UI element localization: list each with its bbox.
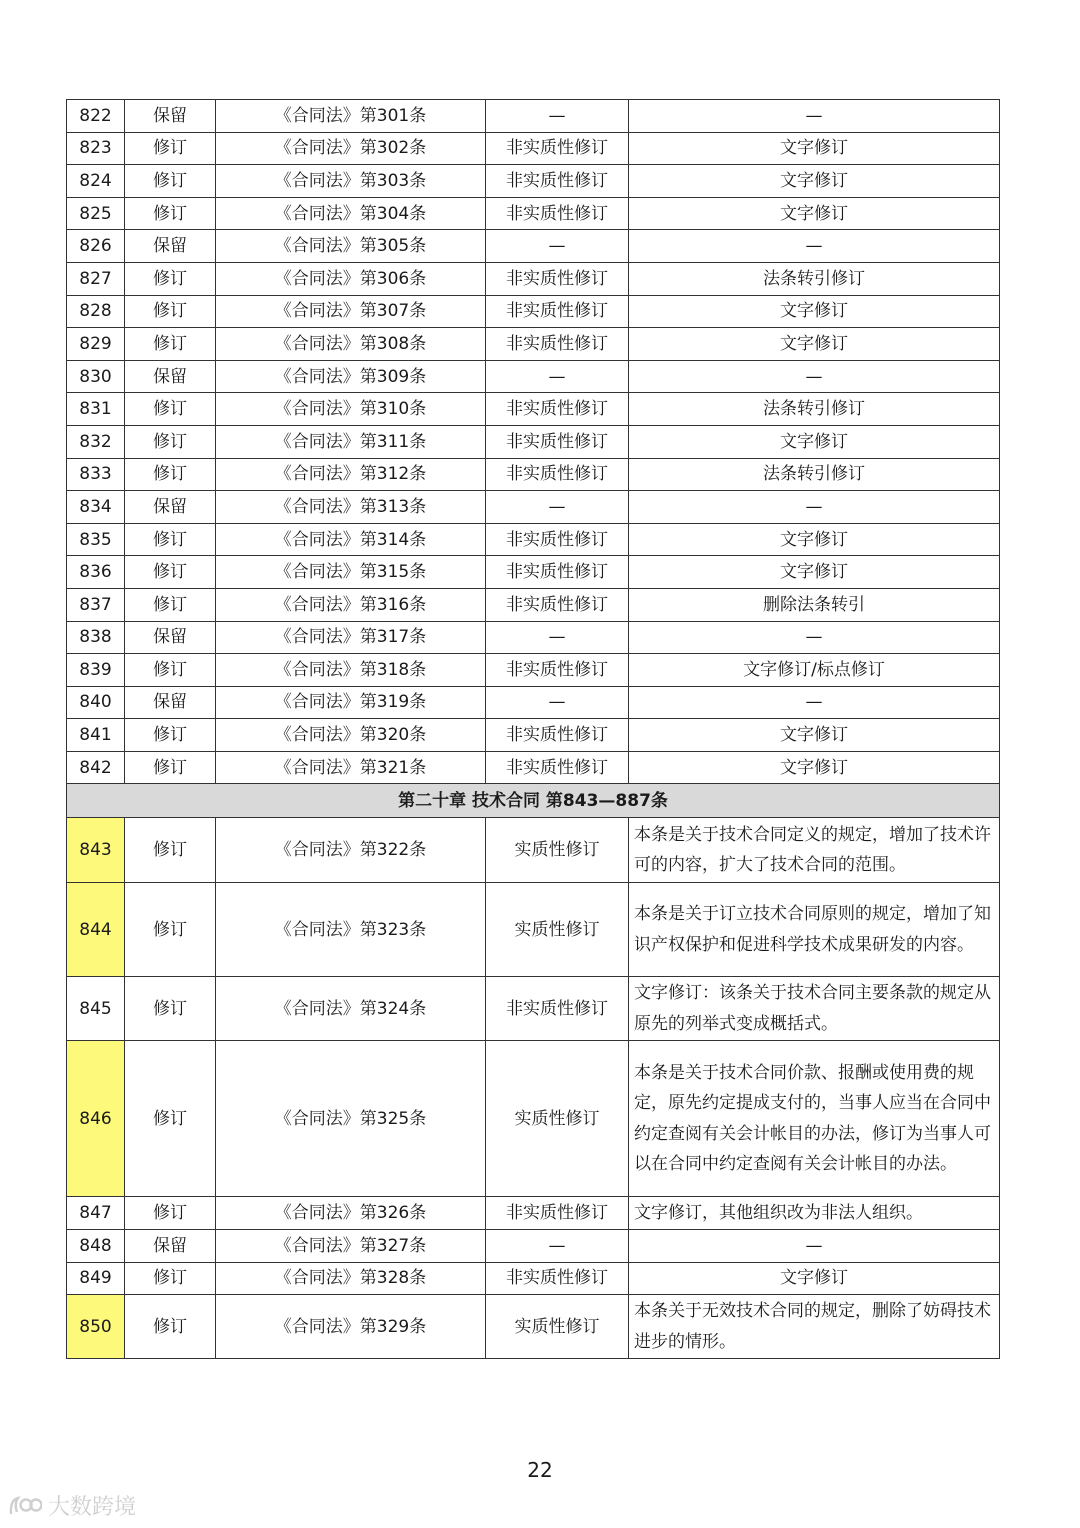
table-row (67, 262, 1000, 295)
article-number: 833 (67, 458, 125, 491)
action-cell: 修订 (125, 262, 216, 295)
note-cell: — (629, 686, 1000, 719)
table-row (67, 197, 1000, 230)
article-number: 830 (67, 360, 125, 393)
action-cell: 修订 (125, 132, 216, 165)
note-cell: 文字修订 (629, 425, 1000, 458)
table-row (67, 883, 1000, 977)
action-cell: 修订 (125, 588, 216, 621)
table-row (67, 977, 1000, 1041)
action-cell: 保留 (125, 491, 216, 524)
chapter-heading-row (67, 784, 1000, 818)
source-cell: 《合同法》第326条 (216, 1197, 486, 1230)
table-row (67, 100, 1000, 133)
revision-type-cell: 实质性修订 (486, 883, 629, 977)
source-cell: 《合同法》第310条 (216, 393, 486, 426)
watermark-logo-icon (8, 1494, 42, 1518)
action-cell: 修订 (125, 818, 216, 883)
source-cell: 《合同法》第322条 (216, 818, 486, 883)
source-cell: 《合同法》第329条 (216, 1295, 486, 1359)
note-cell: — (629, 230, 1000, 263)
table-row (67, 230, 1000, 263)
article-number: 842 (67, 751, 125, 784)
note-cell: 本条关于无效技术合同的规定，删除了妨碍技术进步的情形。 (629, 1295, 1000, 1359)
revision-type-cell: 非实质性修订 (486, 523, 629, 556)
article-number: 840 (67, 686, 125, 719)
table-row (67, 719, 1000, 752)
revision-type-cell: 非实质性修订 (486, 1262, 629, 1295)
page-number: 22 (527, 1458, 553, 1482)
source-cell: 《合同法》第319条 (216, 686, 486, 719)
article-number: 825 (67, 197, 125, 230)
article-number: 829 (67, 328, 125, 361)
action-cell: 修订 (125, 523, 216, 556)
article-number: 848 (67, 1230, 125, 1263)
note-cell: 文字修订，其他组织改为非法人组织。 (629, 1197, 1000, 1230)
table-row (67, 328, 1000, 361)
source-cell: 《合同法》第311条 (216, 425, 486, 458)
revision-type-cell: 非实质性修订 (486, 165, 629, 198)
source-cell: 《合同法》第315条 (216, 556, 486, 589)
article-number: 850 (67, 1295, 125, 1359)
source-cell: 《合同法》第321条 (216, 751, 486, 784)
source-cell: 《合同法》第308条 (216, 328, 486, 361)
action-cell: 修订 (125, 458, 216, 491)
note-cell: 法条转引修订 (629, 458, 1000, 491)
action-cell: 修订 (125, 883, 216, 977)
revision-type-cell: 非实质性修订 (486, 1197, 629, 1230)
source-cell: 《合同法》第305条 (216, 230, 486, 263)
table-row (67, 1197, 1000, 1230)
note-cell: 删除法条转引 (629, 588, 1000, 621)
table-row (67, 1262, 1000, 1295)
table-row (67, 295, 1000, 328)
revision-type-cell: 非实质性修订 (486, 751, 629, 784)
action-cell: 修订 (125, 751, 216, 784)
source-cell: 《合同法》第301条 (216, 100, 486, 133)
action-cell: 修订 (125, 1041, 216, 1197)
revision-type-cell: 非实质性修订 (486, 132, 629, 165)
action-cell: 修订 (125, 654, 216, 687)
note-cell: 文字修订 (629, 197, 1000, 230)
article-number: 827 (67, 262, 125, 295)
action-cell: 修订 (125, 556, 216, 589)
table-row (67, 165, 1000, 198)
note-cell: 文字修订：该条关于技术合同主要条款的规定从原先的列举式变成概括式。 (629, 977, 1000, 1041)
article-number: 839 (67, 654, 125, 687)
action-cell: 修订 (125, 197, 216, 230)
note-cell: 本条是关于技术合同定义的规定，增加了技术许可的内容，扩大了技术合同的范围。 (629, 818, 1000, 883)
revision-type-cell: 非实质性修订 (486, 328, 629, 361)
action-cell: 修订 (125, 393, 216, 426)
revision-type-cell: — (486, 230, 629, 263)
source-cell: 《合同法》第304条 (216, 197, 486, 230)
revision-type-cell: 非实质性修订 (486, 262, 629, 295)
note-cell: — (629, 100, 1000, 133)
table-row (67, 818, 1000, 883)
article-number: 826 (67, 230, 125, 263)
table-row (67, 1295, 1000, 1359)
note-cell: 文字修订 (629, 1262, 1000, 1295)
source-cell: 《合同法》第312条 (216, 458, 486, 491)
article-number: 846 (67, 1041, 125, 1197)
source-cell: 《合同法》第306条 (216, 262, 486, 295)
note-cell: 法条转引修订 (629, 393, 1000, 426)
action-cell: 修订 (125, 1197, 216, 1230)
action-cell: 修订 (125, 1262, 216, 1295)
article-number: 832 (67, 425, 125, 458)
source-cell: 《合同法》第309条 (216, 360, 486, 393)
action-cell: 保留 (125, 621, 216, 654)
note-cell: 文字修订 (629, 751, 1000, 784)
source-cell: 《合同法》第316条 (216, 588, 486, 621)
table-row (67, 458, 1000, 491)
revision-type-cell: 非实质性修订 (486, 295, 629, 328)
source-cell: 《合同法》第317条 (216, 621, 486, 654)
table-row (67, 360, 1000, 393)
note-cell: — (629, 491, 1000, 524)
revision-type-cell: — (486, 491, 629, 524)
revision-type-cell: — (486, 621, 629, 654)
article-number: 836 (67, 556, 125, 589)
action-cell: 修订 (125, 719, 216, 752)
source-cell: 《合同法》第303条 (216, 165, 486, 198)
article-number: 822 (67, 100, 125, 133)
table-row (67, 556, 1000, 589)
note-cell: 文字修订 (629, 295, 1000, 328)
revision-type-cell: 非实质性修订 (486, 588, 629, 621)
action-cell: 保留 (125, 230, 216, 263)
table-row (67, 621, 1000, 654)
action-cell: 保留 (125, 1230, 216, 1263)
source-cell: 《合同法》第325条 (216, 1041, 486, 1197)
table-row (67, 523, 1000, 556)
action-cell: 修订 (125, 1295, 216, 1359)
revision-type-cell: 实质性修订 (486, 1041, 629, 1197)
article-number: 845 (67, 977, 125, 1041)
note-cell: 本条是关于订立技术合同原则的规定，增加了知识产权保护和促进科学技术成果研发的内容。 (629, 883, 1000, 977)
source-cell: 《合同法》第328条 (216, 1262, 486, 1295)
table-row (67, 751, 1000, 784)
source-cell: 《合同法》第302条 (216, 132, 486, 165)
revision-type-cell: — (486, 360, 629, 393)
watermark-text: 大数跨境 (48, 1495, 137, 1520)
article-number: 838 (67, 621, 125, 654)
revision-type-cell: 实质性修订 (486, 1295, 629, 1359)
action-cell: 修订 (125, 977, 216, 1041)
action-cell: 修订 (125, 425, 216, 458)
table-row (67, 491, 1000, 524)
action-cell: 修订 (125, 328, 216, 361)
article-number: 823 (67, 132, 125, 165)
revision-table (66, 99, 1000, 1359)
action-cell: 保留 (125, 100, 216, 133)
revision-type-cell: 非实质性修订 (486, 654, 629, 687)
source-cell: 《合同法》第318条 (216, 654, 486, 687)
source-cell: 《合同法》第307条 (216, 295, 486, 328)
source-cell: 《合同法》第324条 (216, 977, 486, 1041)
note-cell: 法条转引修订 (629, 262, 1000, 295)
source-cell: 《合同法》第323条 (216, 883, 486, 977)
table-row (67, 654, 1000, 687)
table-row (67, 425, 1000, 458)
article-number: 844 (67, 883, 125, 977)
revision-type-cell: 非实质性修订 (486, 393, 629, 426)
table-row (67, 1041, 1000, 1197)
article-number: 834 (67, 491, 125, 524)
note-cell: 文字修订 (629, 165, 1000, 198)
revision-type-cell: — (486, 686, 629, 719)
table-row (67, 132, 1000, 165)
revision-type-cell: 非实质性修订 (486, 197, 629, 230)
note-cell: — (629, 621, 1000, 654)
article-number: 828 (67, 295, 125, 328)
note-cell: 文字修订 (629, 328, 1000, 361)
table-row (67, 1230, 1000, 1263)
revision-type-cell: 非实质性修订 (486, 977, 629, 1041)
table-row (67, 588, 1000, 621)
article-number: 835 (67, 523, 125, 556)
source-cell: 《合同法》第320条 (216, 719, 486, 752)
note-cell: — (629, 360, 1000, 393)
note-cell: 文字修订 (629, 556, 1000, 589)
action-cell: 保留 (125, 686, 216, 719)
article-number: 847 (67, 1197, 125, 1230)
note-cell: 文字修订 (629, 719, 1000, 752)
table-row (67, 686, 1000, 719)
table-row (67, 393, 1000, 426)
revision-type-cell: — (486, 100, 629, 133)
watermark (8, 1490, 136, 1521)
note-cell: 文字修订 (629, 523, 1000, 556)
article-number: 831 (67, 393, 125, 426)
revision-type-cell: 非实质性修订 (486, 719, 629, 752)
revision-type-cell: 非实质性修订 (486, 458, 629, 491)
chapter-heading: 第二十章 技术合同 第843—887条 (67, 784, 1000, 818)
action-cell: 修订 (125, 295, 216, 328)
revision-type-cell: 实质性修订 (486, 818, 629, 883)
revision-type-cell: 非实质性修订 (486, 556, 629, 589)
action-cell: 保留 (125, 360, 216, 393)
article-number: 837 (67, 588, 125, 621)
revision-type-cell: — (486, 1230, 629, 1263)
revision-type-cell: 非实质性修订 (486, 425, 629, 458)
source-cell: 《合同法》第313条 (216, 491, 486, 524)
article-number: 841 (67, 719, 125, 752)
source-cell: 《合同法》第327条 (216, 1230, 486, 1263)
article-number: 824 (67, 165, 125, 198)
source-cell: 《合同法》第314条 (216, 523, 486, 556)
note-cell: — (629, 1230, 1000, 1263)
note-cell: 文字修订 (629, 132, 1000, 165)
note-cell: 本条是关于技术合同价款、报酬或使用费的规定，原先约定提成支付的，当事人应当在合同中约定查阅有关会计帐目的办法，修订为当事人可以在合同中约定查阅有关会计帐目的办法。 (629, 1041, 1000, 1197)
note-cell: 文字修订/标点修订 (629, 654, 1000, 687)
article-number: 843 (67, 818, 125, 883)
article-number: 849 (67, 1262, 125, 1295)
action-cell: 修订 (125, 165, 216, 198)
